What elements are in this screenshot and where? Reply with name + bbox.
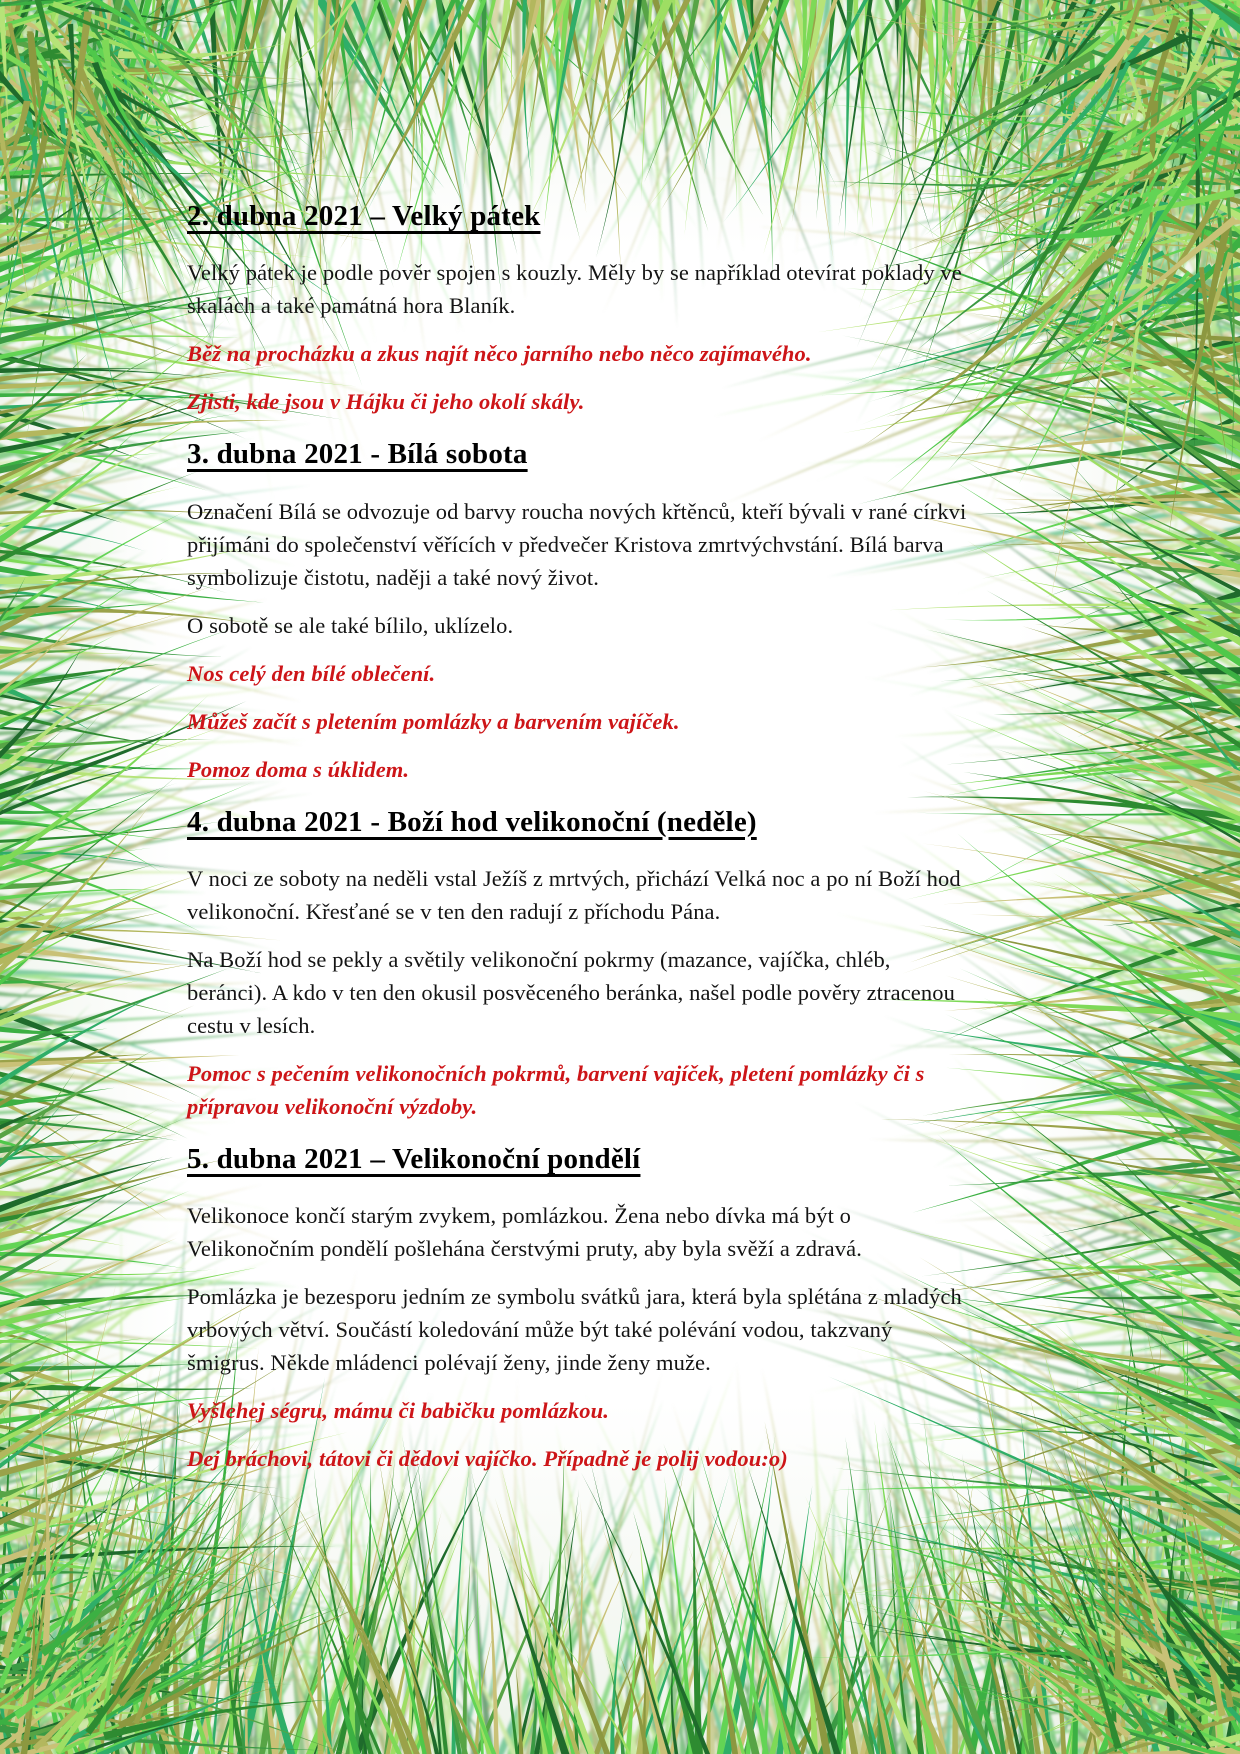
section-heading: 3. dubna 2021 - Bílá sobota (187, 438, 528, 471)
task-line: Vyšlehej ségru, mámu či babičku pomlázkou. (187, 1398, 609, 1423)
task-line: Běž na procházku a zkus najít něco jarního nebo něco zajímavého. (187, 341, 812, 367)
paragraph: Velikonoce končí starým zvykem, pomlázkou. Žena nebo dívka má být o Velikonočním pondělí pošlehána čerstvými pruty, aby byla svěží a zdravá. (187, 1203, 862, 1261)
section-heading: 4. dubna 2021 - Boží hod velikonoční (neděle) (187, 805, 757, 838)
paragraph: O sobotě se ale také bílilo, uklízelo. (187, 612, 514, 638)
task-line: Pomoz doma s úklidem. (187, 756, 410, 782)
paragraph: Pomlázka je bezesporu jedním ze symbolu svátků jara, která byla splétána z mladých vrbových větví. Součástí koledování může být také polévání vodou, takzvaný šmigrus. Někde mládenci polévají ženy, jinde ženy muže. (187, 1284, 962, 1375)
document-body (187, 198, 969, 1490)
task-line: Pomoc s pečením velikonočních pokrmů, barvení vajíček, pletení pomlázky či s přípravou velikonoční výzdoby. (187, 1060, 925, 1119)
task-line: Dej bráchovi, tátovi či dědovi vajíčko. Případně je polij vodou:o) (187, 1446, 788, 1471)
paragraph: V noci ze soboty na neděli vstal Ježíš z mrtvých, přichází Velká noc a po ní Boží hod velikonoční. Křesťané se v ten den radují z příchodu Pána. (187, 865, 961, 924)
section-heading: 5. dubna 2021 – Velikonoční pondělí (187, 1142, 641, 1175)
task-line: Nos celý den bílé oblečení. (187, 660, 436, 686)
paragraph: Velký pátek je podle pověr spojen s kouzly. Měly by se například otevírat poklady ve skalách a také památná hora Blaník. (187, 260, 962, 319)
paragraph: Označení Bílá se odvozuje od barvy roucha nových křtěnců, kteří bývali v rané církvi přijímáni do společenství věřících v předvečer Kristova zmrtvýchvstání. Bílá barva symbolizuje čistotu, naději a také nový život. (187, 498, 967, 590)
task-line: Zjisti, kde jsou v Hájku či jeho okolí skály. (187, 389, 585, 415)
section-heading: 2. dubna 2021 – Velký pátek (187, 200, 541, 232)
paragraph: Na Boží hod se pekly a světily velikonoční pokrmy (mazance, vajíčka, chléb, beránci). A kdo v ten den okusil posvěceného beránka, našel podle pověry ztracenou cestu v lesích. (187, 946, 955, 1038)
task-line: Můžeš začít s pletením pomlázky a barvením vajíček. (187, 708, 680, 734)
